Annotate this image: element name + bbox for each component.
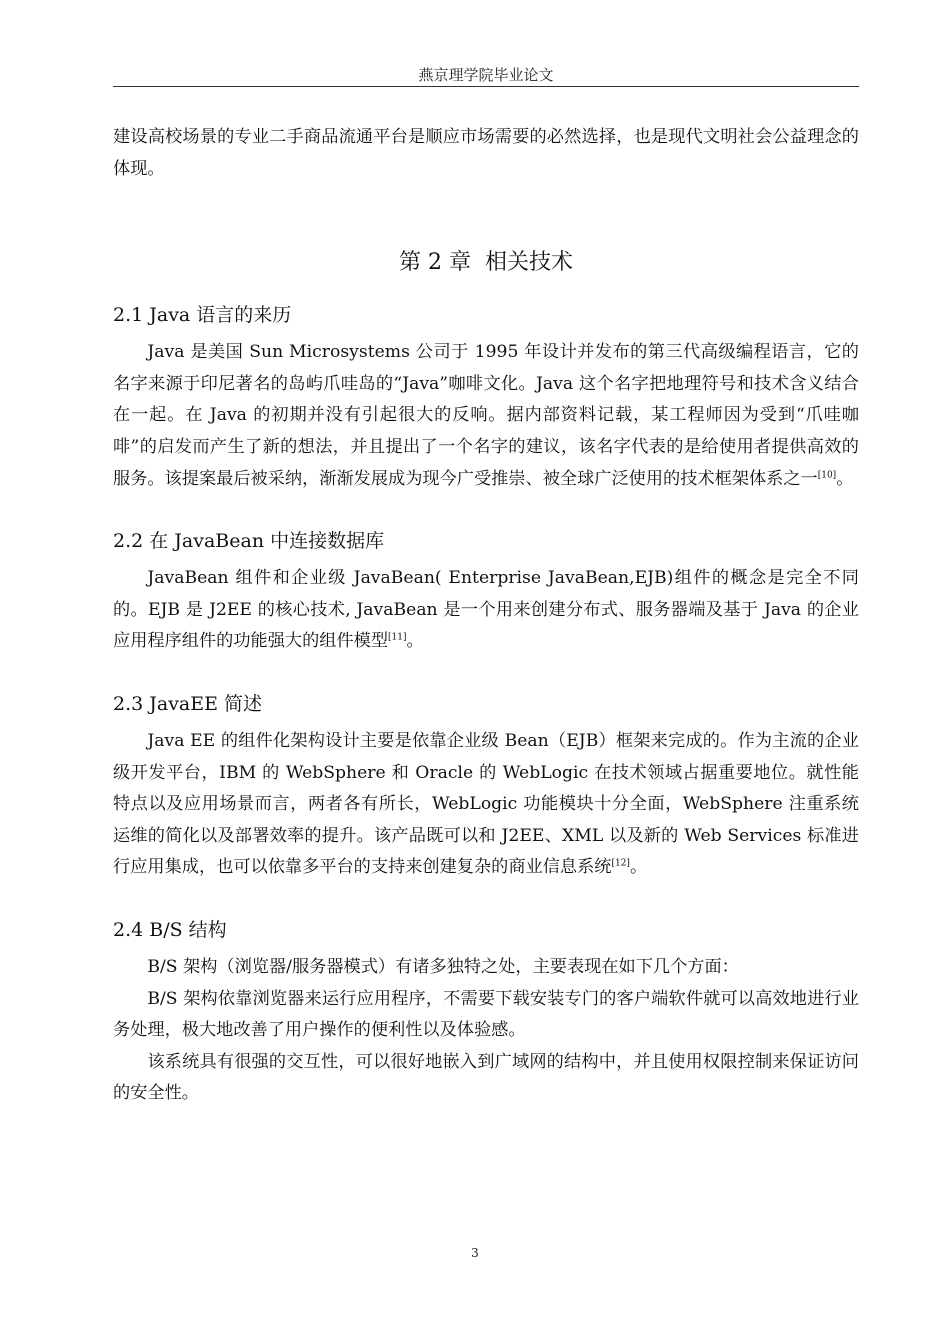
section-paragraph: B/S 架构依靠浏览器来运行应用程序，不需要下载安装专门的客户端软件就可以高效地进行业务处理，极大地改善了用户操作的便利性以及体验感。 (113, 988, 859, 1041)
page-number: 3 (471, 1246, 479, 1260)
chapter-title (113, 243, 859, 283)
chapter-name: 相关技术 (484, 250, 573, 276)
section-heading: 2.3 JavaEE 简述 (113, 692, 263, 715)
citation-ref: [10] (817, 469, 837, 480)
paragraph-text: JavaBean 组件和企业级 JavaBean( Enterprise JavaBean,EJB)组件的概念是完全不同的。EJB 是 J2EE 的核心技术, JavaBean 是一个用来创建分布式、服务器端及基于 Java 的企业应用程序组件的功能强大的组件模型 (113, 568, 859, 652)
section-paragraph (113, 563, 859, 658)
citation-ref: [12] (611, 858, 630, 869)
paragraph-text: Java EE 的组件化架构设计主要是依靠企业级 Bean（EJB）框架来完成的。作为主流的企业级开发平台，IBM 的 WebSphere 和 Oracle 的 WebLogic 在技术领域占据重要地位。就性能特点以及应用场景而言，两者各有所长，WebLogic 功能模块十分全面，WebSphere 注重系统运维的简化以及部署效率的提升。该产品既可以和 J2EE、XML 以及新的 Web Services 标准进行应用集成，也可以依靠多平台的支持来创建复杂的商业信息系统 (113, 730, 859, 878)
page-header: 燕京理学院毕业论文 (418, 66, 554, 84)
page-body (113, 122, 859, 1110)
paragraph-text: Java 是美国 Sun Microsystems 公司于 1995 年设计并发布的第三代高级编程语言，它的名字来源于印尼著名的岛屿爪哇岛的“Java”咖啡文化。Java 这个名字把地理符号和技术含义结合在一起。在 Java 的初期并没有引起很大的反响。据内部资料记载，某工程师因为受到“爪哇咖啡”的启发而产生了新的想法，并且提出了一个名字的建议，该名字代表的是给使用者提供高效的服务。该提案最后被采纳，渐渐发展成为现今广受推崇、被全球广泛使用的技术框架体系之一 (113, 342, 859, 489)
section-heading: 2.4 B/S 结构 (113, 918, 227, 941)
section-paragraph: B/S 架构（浏览器/服务器模式）有诸多独特之处，主要表现在如下几个方面： (147, 956, 739, 977)
intro-paragraph: 建设高校场景的专业二手商品流通平台是顺应市场需要的必然选择，也是现代文明社会公益理念的体现。 (113, 127, 859, 179)
citation-ref: [11] (388, 632, 407, 643)
section-heading: 2.2 在 JavaBean 中连接数据库 (113, 530, 385, 553)
section-heading: 2.1 Java 语言的来历 (113, 304, 292, 327)
paragraph-end: 。 (406, 631, 424, 652)
section-paragraph (113, 726, 859, 884)
chapter-number: 第 2 章 (399, 250, 471, 276)
paragraph-end: 。 (629, 857, 648, 878)
paragraph-end: 。 (836, 468, 854, 489)
header-rule (113, 86, 859, 87)
section-paragraph (113, 337, 859, 495)
section-paragraph: 该系统具有很强的交互性，可以很好地嵌入到广域网的结构中，并且使用权限控制来保证访问的安全性。 (113, 1051, 859, 1104)
